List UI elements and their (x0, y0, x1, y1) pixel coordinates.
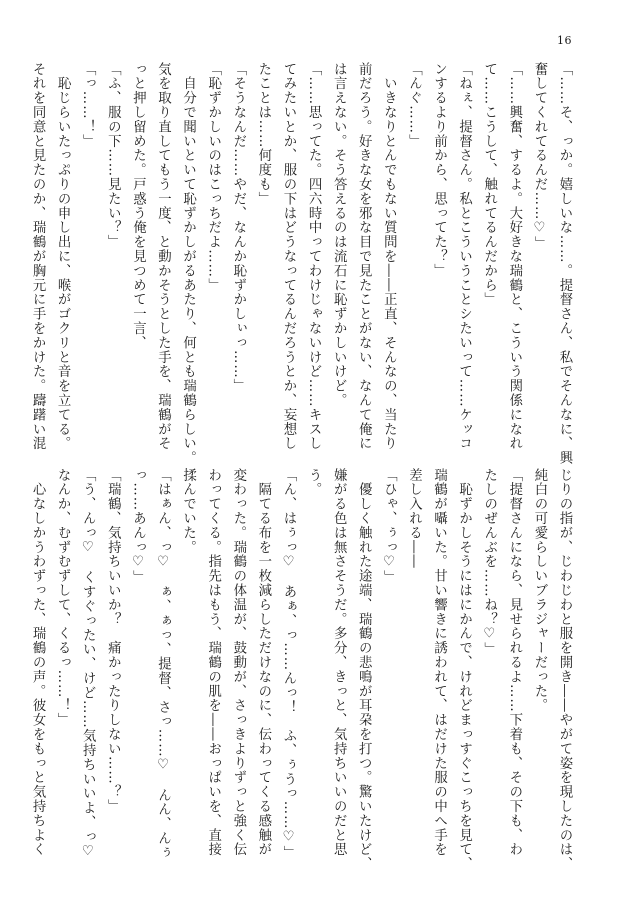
lower-text-block (30, 468, 577, 872)
text-line: 「ふ、服の下……見たい？」 (105, 62, 121, 250)
text-line: てみたいとか、服の下はどうなってるんだろうとか、妄想し (280, 62, 296, 451)
text-line: 自分で聞いといて恥ずかしがるあたり、何とも瑞鶴らしい。 (180, 62, 196, 466)
text-line: 「ん、はぅっ♡ あぁ、っ……んっ！ ふ、ぅうっ……♡」 (280, 468, 296, 860)
text-line: 「提督さんになら、見せられるよ……下着も、その下も、わ (506, 468, 522, 857)
text-line: 恥ずかしそうにはにかんで、けれどまっすぐこっちを見て、 (456, 468, 472, 872)
text-line: 恥じらいたっぷりの申し出に、喉がゴクリと音を立てる。 (55, 62, 71, 451)
text-line: わってくる。指先はもう、瑞鶴の肌を――おっぱいを、直接 (205, 468, 221, 857)
text-line: いきなりとんでもない質問を――正直、そんなの、当たり (381, 62, 397, 451)
text-line: 「ひゃ、ぅっ♡」 (381, 468, 397, 585)
text-line: 「瑞鶴、気持ちいいか？ 痛かったりしない……？」 (105, 468, 121, 814)
text-line: 「……思ってた。四六時中ってわけじゃないけど……キスし (306, 62, 322, 451)
text-line: ンするより前から、思ってた？」 (431, 62, 447, 278)
text-line: 前だろう。好きな女を邪な目で見たことがない、なんて俺に (356, 62, 372, 451)
text-line: 変わった。瑞鶴の体温が、鼓動が、さっきよりずっと強く伝 (230, 468, 246, 857)
text-line: 優しく触れた途端、瑞鶴の悲鳴が耳朶を打つ。驚いたけど、 (356, 468, 372, 872)
text-line: 「恥ずかしいのはこっちだよ……」 (205, 62, 221, 293)
text-line: 「……興奮、するよ。大好きな瑞鶴と、こういう関係になれ (506, 62, 522, 451)
text-line: じりの指が、じわじわと服を開き――やがて姿を現したのは、 (557, 468, 572, 872)
text-line: っ……あんっ♡」 (130, 468, 146, 585)
text-line: 「ねぇ、提督さん。私とこういうことシたいって……ケッコ (456, 62, 472, 451)
text-line: て……こうして、触れてるんだから」 (481, 62, 497, 307)
text-line: たことは……何度も」 (255, 62, 271, 206)
text-line: う。 (306, 468, 322, 497)
text-line: 「そうなんだ……やだ、なんか恥ずかしぃっ……」 (230, 62, 246, 394)
text-line: それを同意と見たのか、瑞鶴が胸元に手をかけた。躊躇い混 (30, 62, 46, 451)
text-line: なんか、むずむずして、くるっ……！」 (55, 468, 71, 728)
text-line: 「う、んっ♡ くすぐったい、けど……気持ちいいよ、っ♡ (80, 468, 96, 860)
text-line: 心なしかうわずった、瑞鶴の声。彼女をもっと気持ちよく (30, 468, 46, 857)
upper-text-block (30, 62, 577, 466)
text-line: 瑞鶴が囁いた。甘い響きに誘われて、はだけた服の中へ手を (431, 468, 447, 857)
page-number: 16 (557, 34, 572, 47)
text-line: 純白の可愛らしいブラジャーだった。 (531, 468, 547, 713)
text-line: 隔てる布を一枚減らしただけなのに、伝わってくる感触が (255, 468, 271, 857)
text-line: 差し入れる―― (406, 468, 422, 569)
text-line: っと押し留めた。戸惑う俺を見つめて一言、 (130, 62, 146, 350)
text-line: 「はぁん、っ♡ ぁ、ぁっ、提督、さっ……♡ んん、んぅ (155, 468, 171, 860)
text-line: 「んぐ……」 (406, 62, 422, 149)
text-line: たしのぜんぶを……ね？♡」 (481, 468, 497, 657)
text-line: 嫌がる色は無さそうだ。多分、きっと、気持ちいいのだと思 (331, 468, 347, 857)
text-line: 「……そ、っか。嬉しいな……。提督さん、私でそんなに、興 (557, 62, 572, 466)
text-line: 揉んでいた。 (180, 468, 196, 555)
text-line: 「っ……！」 (80, 62, 96, 149)
text-line: 奮してくれてるんだ……♡」 (531, 62, 547, 251)
text-line: 気を取り直してもう一度、と動かそうとした手を、瑞鶴がそ (155, 62, 171, 451)
text-line: は言えない。そう答えるのは流石に恥ずかしいけど。 (331, 62, 347, 408)
